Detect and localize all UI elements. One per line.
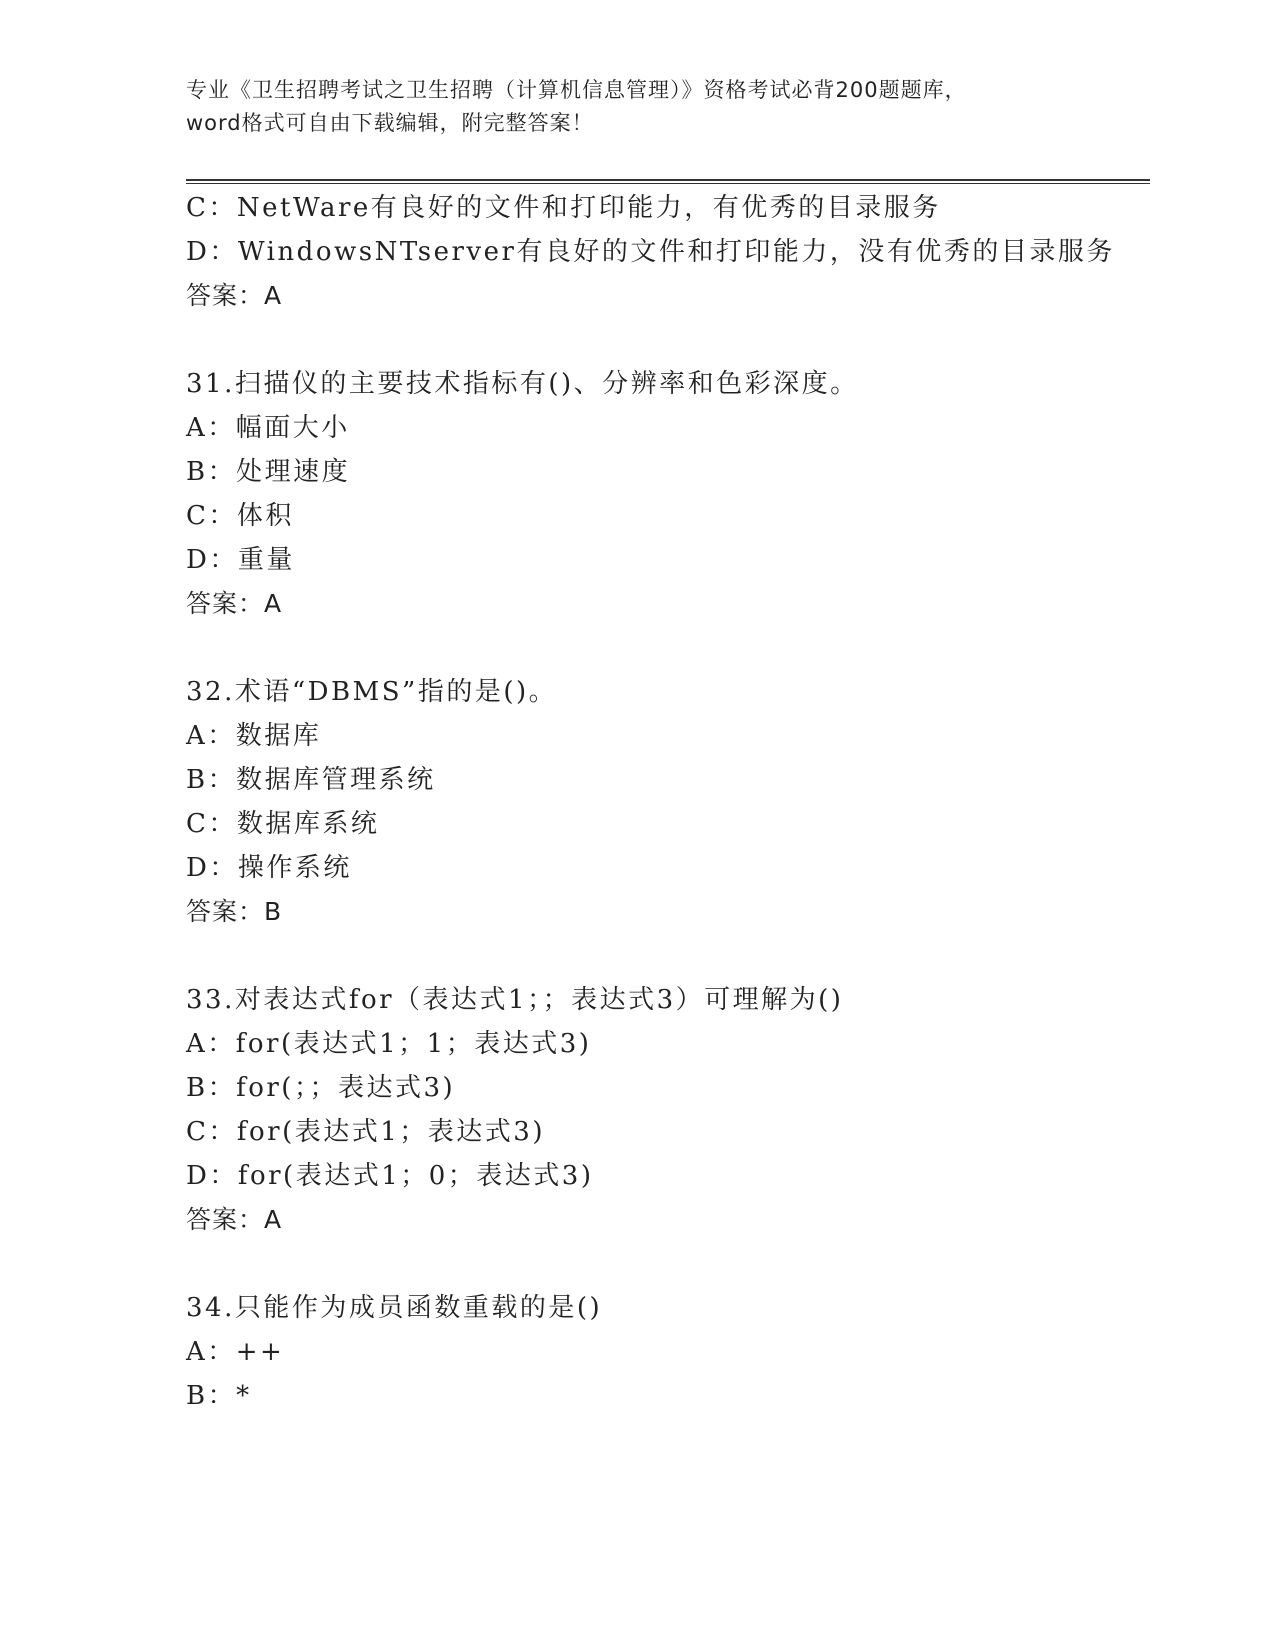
- question-33-text: 33.对表达式for（表达式1；；表达式3）可理解为(): [186, 985, 844, 1015]
- question-32-answer: 答案：B: [186, 897, 283, 926]
- header-line-1: 专业《卫生招聘考试之卫生招聘（计算机信息管理）》资格考试必背200题题库，: [186, 78, 967, 102]
- question-31-option-a: A：幅面大小: [186, 413, 350, 443]
- header-line-2: word格式可自由下载编辑，附完整答案！: [186, 111, 594, 135]
- question-34-option-b: B：*: [186, 1381, 252, 1411]
- question-34-text: 34.只能作为成员函数重载的是(): [186, 1293, 603, 1323]
- question-31-text: 31.扫描仪的主要技术指标有()、分辨率和色彩深度。: [186, 369, 859, 399]
- question-33-option-b: B：for(；；表达式3): [186, 1073, 456, 1103]
- header-divider: [186, 179, 1150, 184]
- question-32-option-d: D：操作系统: [186, 853, 352, 883]
- prev-option-d: D：WindowsNTserver有良好的文件和打印能力，没有优秀的目录服务: [186, 237, 1115, 267]
- question-33-option-c: C：for(表达式1；表达式3): [186, 1117, 545, 1147]
- question-32-option-c: C：数据库系统: [186, 809, 380, 839]
- question-32-option-b: B：数据库管理系统: [186, 765, 436, 795]
- question-34-option-a: A：++: [186, 1337, 285, 1367]
- question-31-option-d: D：重量: [186, 545, 295, 575]
- document-header: [186, 74, 1086, 140]
- prev-answer: 答案：A: [186, 281, 283, 310]
- question-31-option-b: B：处理速度: [186, 457, 351, 487]
- prev-option-c: C：NetWare有良好的文件和打印能力，有优秀的目录服务: [186, 193, 941, 223]
- question-33-option-a: A：for(表达式1；1；表达式3): [186, 1029, 592, 1059]
- question-31-answer: 答案：A: [186, 589, 283, 618]
- question-33-answer: 答案：A: [186, 1205, 283, 1234]
- question-33-option-d: D：for(表达式1；0；表达式3): [186, 1161, 594, 1191]
- question-32-option-a: A：数据库: [186, 721, 322, 751]
- question-31-option-c: C：体积: [186, 501, 294, 531]
- question-32-text: 32.术语“DBMS”指的是()。: [186, 677, 558, 707]
